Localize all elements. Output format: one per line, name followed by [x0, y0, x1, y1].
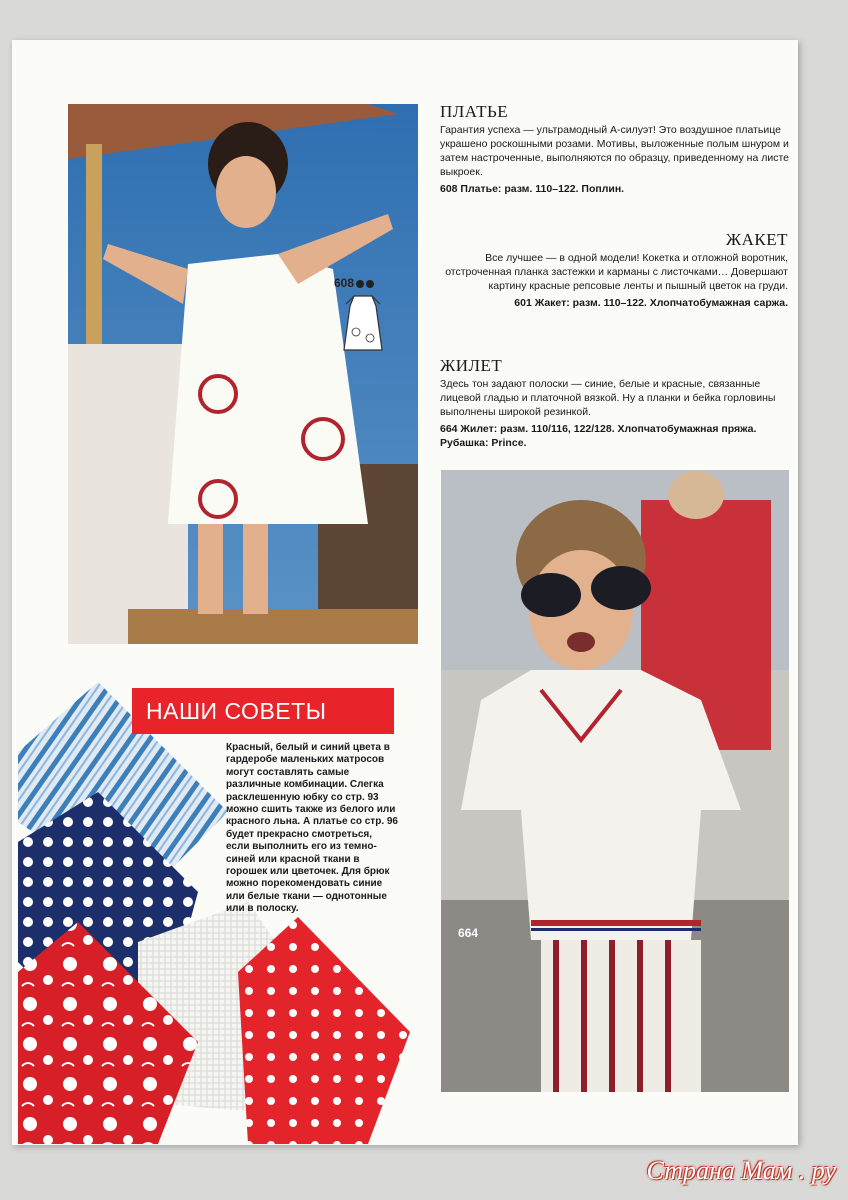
- article-title-dress: ПЛАТЬЕ: [440, 102, 509, 121]
- dress-sketch-icon: [340, 292, 386, 354]
- article-body-dress: Гарантия успеха — ультрамодный А-силуэт! Это воздушное платьице украшено роскошными розами. Мотивы, выложенные полым шнуром и затем настроченные, выполняются по образцу, приведенному на листе выкроек.: [440, 124, 789, 178]
- article-spec-dress: 608 Платье: разм. 110–122. Поплин.: [440, 183, 625, 195]
- tips-body: Красный, белый и синий цвета в гардеробе маленьких матросов могут составлять самые различные комбинации. Слегка расклешенную юбку со стр. 93 можно сшить также из белого или красного льна. А платье со стр. 96 будет прекрасно смотреться, если выполнить его из темно-синей или красной ткани в горошек или цветочек. Для брюк можно порекомендовать синие или белые ткани — однотонные или в полоску.: [226, 742, 398, 915]
- article-body-vest: Здесь тон задают полоски — синие, белые и красные, связанные лицевой гладью и платочной вязкой. Ну а планки и бейка горловины выполнены широкой резинкой.: [440, 378, 776, 418]
- article-spec-vest: 664 Жилет: разм. 110/116, 122/128. Хлопчатобумажная пряжа.: [440, 423, 757, 435]
- photo-boy-binoculars: [441, 470, 789, 1092]
- tips-banner: НАШИ СОВЕТЫ: [132, 688, 394, 734]
- article-jacket: [436, 230, 788, 310]
- article-spec-jacket: 601 Жакет: разм. 110–122. Хлопчатобумажная саржа.: [514, 297, 788, 309]
- model-number-vest: 664: [458, 926, 479, 940]
- article-title-vest: ЖИЛЕТ: [440, 356, 503, 375]
- watermark-text: Страна Мам . ру: [646, 1156, 836, 1185]
- article-title-jacket: ЖАКЕТ: [725, 230, 788, 249]
- article-spec2-vest: Рубашка: Prince.: [440, 437, 527, 449]
- model-number-dress: 608: [334, 276, 374, 290]
- article-vest: [440, 356, 790, 450]
- article-body-jacket: Все лучшее — в одной модели! Кокетка и отложной воротник, отстроченная планка застежки и карманы с листочками… Довершают картину красные репсовые ленты и пышный цветок на груди.: [445, 252, 788, 292]
- photo-girl-dress: [68, 104, 418, 644]
- article-dress: [440, 102, 790, 196]
